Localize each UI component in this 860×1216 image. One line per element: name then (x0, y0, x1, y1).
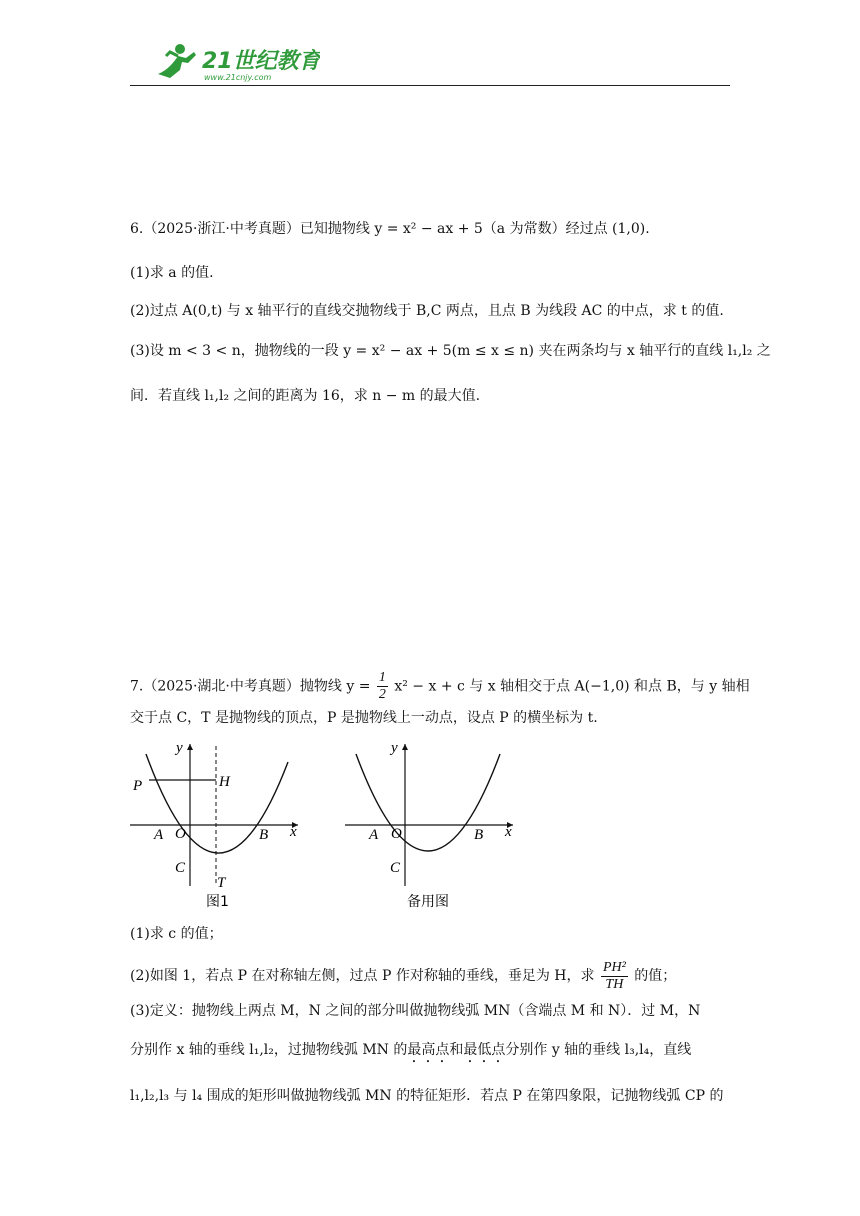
q7-part3-line1: (3)定义：抛物线上两点 M，N 之间的部分叫做抛物线弧 MN（含端点 M 和 N）．过 M，N (130, 1003, 701, 1019)
figure-1-caption: 图1 (206, 894, 229, 910)
figure-2 (345, 740, 513, 910)
site-logo (150, 40, 320, 84)
q6-part1: (1)求 a 的值. (130, 265, 214, 281)
q6-part3-line2: 间．若直线 l₁,l₂ 之间的距离为 16，求 n − m 的最大值. (130, 388, 481, 404)
label-A: A (154, 827, 164, 843)
runner-logo-icon (150, 40, 320, 84)
y-axis-arrow-icon (402, 744, 408, 750)
q7-part3-line3: l₁,l₂,l₃ 与 l₄ 围成的矩形叫做抛物线弧 MN 的特征矩形．若点 P 在第四象限，记抛物线弧 CP 的 (130, 1088, 724, 1104)
logo-text: 21世纪教育 (202, 49, 320, 74)
q7-part3-line2-c: 分别作 y 轴的垂线 l₃,l₄，直线 (505, 1042, 692, 1058)
q7-part2 (130, 956, 676, 996)
label-y: y (391, 740, 398, 756)
label-C: C (175, 860, 186, 876)
label-B: B (474, 827, 484, 843)
q7-part2-text-a: (2)如图 1，若点 P 在对称轴左侧，过点 P 作对称轴的垂线，垂足为 H，求 (130, 968, 595, 984)
frac-denominator: 2 (378, 687, 386, 702)
q6-stem: 6.（2025·浙江·中考真题）已知抛物线 y = x² − ax + 5（a 为常数）经过点 (1,0). (130, 221, 650, 237)
header-divider (130, 85, 730, 86)
label-O: O (175, 826, 186, 842)
figure-1 (130, 740, 298, 910)
label-H: H (219, 774, 230, 790)
q7-stem-part-a: 7.（2025·湖北·中考真题）抛物线 y = (130, 678, 371, 695)
label-C: C (390, 860, 401, 876)
label-T: T (217, 875, 226, 891)
label-x: x (290, 824, 297, 840)
emphasis-highest-point: 最高点 (407, 1042, 450, 1058)
label-O: O (391, 826, 402, 842)
figures (128, 738, 528, 913)
frac-numerator: 1 (378, 670, 386, 685)
q6-part2: (2)过点 A(0,t) 与 x 轴平行的直线交抛物线于 B,C 两点，且点 B 为线段 AC 的中点，求 t 的值. (130, 303, 724, 319)
label-y: y (176, 740, 183, 756)
q7-stem-line2: 交于点 C，T 是抛物线的顶点，P 是抛物线上一动点，设点 P 的横坐标为 t. (130, 710, 598, 726)
fraction-one-half (377, 670, 388, 703)
emphasis-lowest-point: 最低点 (463, 1042, 506, 1058)
frac-numerator: PH² (602, 959, 626, 975)
q7-part2-text-b: 的值； (634, 968, 677, 984)
q7-part1: (1)求 c 的值； (130, 926, 223, 942)
fraction-PH2-over-TH (601, 960, 628, 993)
q7-part3-line2-a: 分别作 x 轴的垂线 l₁,l₂，过抛物线弧 MN 的 (130, 1042, 408, 1058)
q7-part3-line2-b: 和 (449, 1042, 464, 1058)
q7-stem-part-b: x² − x + c 与 x 轴相交于点 A(−1,0) 和点 B，与 y 轴相 (394, 678, 750, 695)
q6-part3-line1: (3)设 m < 3 < n，抛物线的一段 y = x² − ax + 5(m ≤ x ≤ n) 夹在两条均与 x 轴平行的直线 l₁,l₂ 之 (130, 343, 771, 359)
label-x: x (505, 824, 512, 840)
q7-part3-line2 (130, 1040, 691, 1066)
label-B: B (259, 827, 269, 843)
label-P: P (133, 778, 143, 794)
figure-2-caption: 备用图 (407, 894, 449, 910)
label-A: A (369, 827, 379, 843)
q7-stem-line1 (130, 670, 750, 703)
y-axis-arrow-icon (187, 744, 193, 750)
logo-url-text: www.21cnjy.com (204, 73, 272, 82)
frac-denominator: TH (605, 976, 624, 992)
